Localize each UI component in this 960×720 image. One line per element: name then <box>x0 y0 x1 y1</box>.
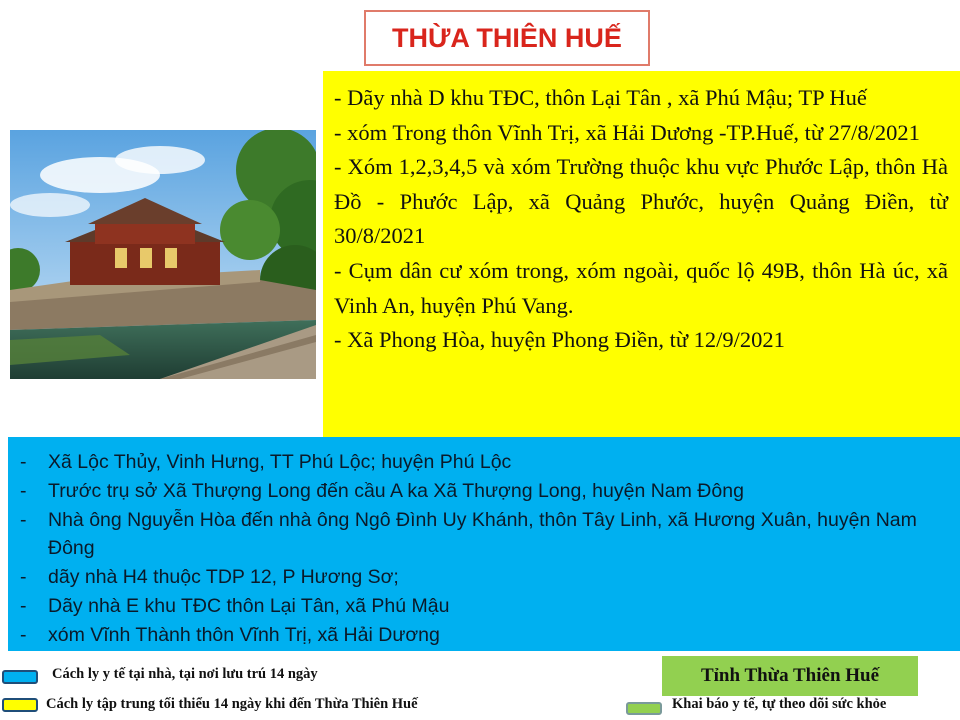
province-label: Tỉnh Thừa Thiên Huế <box>700 665 880 686</box>
concentrated-item: - Xóm 1,2,3,4,5 và xóm Trường thuộc khu vực Phước Lập, thôn Hà Đồ - Phước Lập, xã Quảng Phước, huyện Quảng Điền, từ 30/8/2021 <box>334 154 948 249</box>
concentrated-item: - Xã Phong Hòa, huyện Phong Điền, từ 12/9/2021 <box>334 327 785 353</box>
page-title: THỪA THIÊN HUẾ <box>392 22 622 53</box>
home-quarantine-item: - xóm Vĩnh Thành thôn Vĩnh Trị, xã Hải Dương <box>20 621 940 650</box>
legend-swatch-green <box>626 702 662 715</box>
province-label-box <box>662 656 918 696</box>
legend-swatch-yellow <box>2 698 38 712</box>
legend-declare-label: Khai báo y tế, tự theo dõi sức khỏe <box>672 696 887 712</box>
legend-home-label: Cách ly y tế tại nhà, tại nơi lưu trú 14 ngày <box>52 666 318 682</box>
home-quarantine-item: - dãy nhà H4 thuộc TDP 12, P Hương Sơ; <box>20 563 940 592</box>
concentrated-item: - Dãy nhà D khu TĐC, thôn Lại Tân , xã Phú Mậu; TP Huế <box>334 85 867 110</box>
legend-concentrated-label: Cách ly tập trung tối thiểu 14 ngày khi đến Thừa Thiên Huế <box>46 696 418 712</box>
home-quarantine-item: - Trước trụ sở Xã Thượng Long đến cầu A ka Xã Thượng Long, huyện Nam Đông <box>20 477 940 506</box>
home-quarantine-item: - Dãy nhà E khu TĐC thôn Lại Tân, xã Phú Mậu <box>20 592 940 621</box>
title-box <box>364 10 650 66</box>
concentrated-quarantine-panel <box>323 71 960 437</box>
home-quarantine-item: - Xã Lộc Thủy, Vinh Hưng, TT Phú Lộc; huyện Phú Lộc <box>20 448 940 477</box>
home-quarantine-panel <box>8 437 960 651</box>
hue-citadel-photo <box>10 130 316 379</box>
concentrated-item: - xóm Trong thôn Vĩnh Trị, xã Hải Dương -TP.Huế, từ 27/8/2021 <box>334 119 920 145</box>
home-quarantine-list <box>20 448 940 650</box>
home-quarantine-item: - Nhà ông Nguyễn Hòa đến nhà ông Ngô Đình Uy Khánh, thôn Tây Linh, xã Hương Xuân, huyện Nam Đông <box>20 506 940 564</box>
legend-swatch-blue <box>2 670 38 684</box>
concentrated-item: - Cụm dân cư xóm trong, xóm ngoài, quốc lộ 49B, thôn Hà úc, xã Vinh An, huyện Phú Vang. <box>334 257 948 318</box>
